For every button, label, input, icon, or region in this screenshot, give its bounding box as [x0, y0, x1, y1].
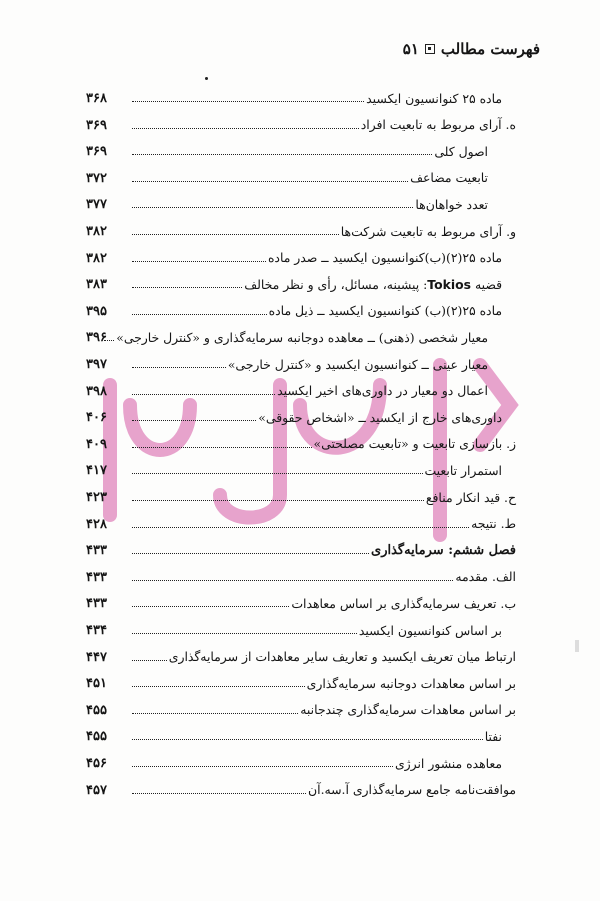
toc-entry[interactable] [86, 693, 516, 717]
toc-entry-title: تابعیت مضاعف [410, 170, 488, 186]
toc-entry-title: ح. قید انکار منافع [425, 489, 516, 505]
toc-entry-page-number: ۳۶۹ [86, 144, 107, 160]
toc-entry-title: ه. آرای مربوط به تابعیت افراد [360, 117, 516, 133]
toc-entry[interactable] [86, 533, 516, 557]
toc-entry[interactable] [86, 108, 516, 132]
dot-leader [132, 154, 432, 155]
toc-entry[interactable] [86, 613, 516, 637]
dot-leader [132, 367, 226, 368]
toc-entry[interactable] [86, 666, 516, 690]
toc-entry-title: فصل ششم: سرمایه‌گذاری [371, 543, 516, 559]
toc-entry-page-number: ۳۹۶ [86, 330, 107, 346]
dot-leader [132, 234, 339, 235]
dot-leader [132, 207, 413, 208]
dot-leader [132, 473, 423, 474]
toc-entry-title: موافقت‌نامه جامع سرمایه‌گذاری آ.سه.آن [308, 782, 516, 798]
toc-entry-page-number: ۴۵۵ [86, 702, 107, 718]
toc-entry-page-number: ۴۲۸ [86, 516, 107, 532]
toc-entry[interactable] [86, 427, 516, 451]
toc-entry-title: اعمال دو معیار در داوری‌های اخیر ایکسید [277, 383, 488, 399]
toc-entry-title: نفتا [484, 728, 502, 744]
toc-entry-page-number: ۴۳۳ [86, 569, 107, 585]
toc-entry[interactable] [86, 187, 516, 211]
toc-entry-page-number: ۴۵۵ [86, 729, 107, 745]
toc-entry-page-number: ۳۸۲ [86, 224, 107, 239]
dot-leader [132, 447, 312, 448]
toc-entry-title: ز. بازسازی تابعیت و «تابعیت مصلحتی» [313, 436, 516, 452]
toc-entry-page-number: ۳۸۲ [86, 250, 107, 266]
dot-leader [132, 314, 267, 315]
toc-entry-title: ماده ۲۵ کنوانسیون ایکسید [366, 90, 502, 106]
dot-leader [132, 527, 469, 528]
toc-entry-title: معیار عینی ــ کنوانسیون ایکسید و «کنترل خارجی» [227, 356, 488, 372]
toc-entry-title-part: : پیشینه، مسائل، رأی و نظر مخالف [244, 276, 428, 292]
dot-leader [132, 793, 306, 794]
toc-entry-title: اصول کلی [434, 143, 488, 159]
toc-entry-title: بر اساس معاهدات دوجانبه سرمایه‌گذاری [306, 675, 516, 691]
dot-leader [132, 181, 408, 182]
toc-entry[interactable] [86, 719, 516, 743]
toc-entry[interactable] [86, 161, 516, 185]
toc-entry-title: ماده ۲۵(۲)(ب) کنوانسیون ایکسید ــ ذیل ماده [268, 303, 502, 319]
toc-entry-title: ماده ۲۵(۲)(ب)کنوانسیون ایکسید ــ صدر ماده [267, 250, 502, 266]
dot-leader [132, 660, 167, 661]
toc-entry[interactable] [86, 640, 516, 664]
toc-entry-page-number: ۴۵۶ [86, 756, 107, 771]
toc-entry-page-number: ۴۰۶ [86, 410, 107, 426]
toc-entry[interactable] [86, 400, 516, 424]
toc-entry[interactable] [86, 374, 516, 398]
toc-entry[interactable] [86, 746, 516, 770]
toc-entry-page-number: ۳۶۸ [86, 91, 107, 106]
toc-entry[interactable] [86, 294, 516, 318]
toc-entry-page-number: ۴۳۳ [86, 543, 107, 559]
dot-leader [132, 633, 357, 634]
toc-entry-page-number: ۳۹۷ [86, 357, 107, 372]
toc-entry[interactable] [86, 347, 516, 371]
page-header [60, 40, 540, 58]
toc-entry-title: ب. تعریف سرمایه‌گذاری بر اساس معاهدات [291, 595, 516, 611]
toc-entry[interactable] [86, 81, 516, 105]
toc-entry-title: ط. نتیجه [471, 516, 516, 532]
toc-entry-title: معاهده منشور انرژی [394, 755, 502, 771]
toc-entry-title: الف. مقدمه [455, 569, 516, 585]
toc-entry-title: بر اساس معاهدات سرمایه‌گذاری چندجانبه [300, 702, 516, 718]
dot-leader [132, 261, 266, 262]
toc-entry[interactable] [86, 480, 516, 504]
toc-entry-page-number: ۳۷۷ [86, 197, 107, 213]
toc-entry-page-number: ۴۵۷ [86, 782, 107, 798]
toc-entry[interactable] [86, 267, 516, 291]
toc-entry-title: معیار شخصی (ذهنی) ــ معاهده دوجانبه سرمایه‌گذاری و «کنترل خارجی» [116, 329, 488, 345]
toc-entry-page-number: ۳۷۲ [86, 170, 107, 186]
toc-entry[interactable] [86, 586, 516, 610]
dot-leader [132, 580, 453, 581]
dot-leader [132, 553, 369, 554]
toc-entry[interactable] [86, 241, 516, 265]
dot-leader [132, 394, 275, 395]
toc-entry-title-part: قضیه [471, 276, 502, 292]
toc-entry[interactable] [86, 773, 516, 797]
toc-entry[interactable] [86, 560, 516, 584]
toc-entry-title: استمرار تابعیت [424, 462, 502, 478]
toc-entry[interactable] [86, 134, 516, 158]
toc-entry-page-number: ۴۱۷ [86, 463, 107, 479]
page-edge-mark [575, 640, 579, 652]
toc-entry-page-number: ۴۳۳ [86, 596, 107, 612]
toc-entry-page-number: ۳۶۹ [86, 117, 107, 133]
toc-entry-title: تعدد خواهان‌ها [415, 196, 488, 212]
ink-dot [205, 77, 208, 80]
dot-leader [132, 128, 359, 129]
dot-leader [132, 101, 364, 102]
dot-leader [132, 739, 483, 740]
dot-leader [132, 420, 256, 421]
toc-entry[interactable] [86, 214, 516, 238]
toc-entry-title: ارتباط میان تعریف ایکسید و تعاریف سایر معاهدات از سرمایه‌گذاری [168, 649, 516, 665]
toc-entry-page-number: ۴۵۱ [86, 676, 107, 692]
toc-entry-page-number: ۴۰۹ [86, 436, 107, 452]
toc-entry-page-number: ۳۹۵ [86, 303, 107, 319]
dot-leader [132, 686, 305, 687]
toc-entry[interactable] [86, 507, 516, 531]
dot-leader [132, 713, 298, 714]
toc-entry-page-number: ۳۸۳ [86, 277, 107, 293]
header-title: فهرست مطالب [440, 40, 540, 58]
toc-entry-title [244, 276, 502, 292]
dot-leader [132, 606, 289, 607]
toc-entry-page-number: ۴۳۴ [86, 623, 107, 638]
toc-entry-page-number: ۳۹۸ [86, 383, 107, 399]
dot-leader [132, 287, 242, 288]
toc-entry[interactable] [86, 320, 516, 344]
toc-entry-page-number: ۴۴۷ [86, 649, 107, 665]
toc-entry-page-number: ۴۲۳ [86, 490, 107, 505]
toc-entry-title: بر اساس کنوانسیون ایکسید [358, 622, 502, 638]
toc-entry[interactable] [86, 453, 516, 477]
toc-entry-title: داوری‌های خارج از ایکسید ــ «اشخاص حقوقی» [258, 409, 502, 425]
header-page-number: ۵۱ [402, 40, 419, 58]
toc-entry-title: و. آرای مربوط به تابعیت شرکت‌ها [340, 223, 516, 239]
dot-leader [132, 766, 393, 767]
toc-entry-case-name: Tokios [427, 276, 471, 292]
dot-leader [132, 500, 424, 501]
square-bullet-icon [425, 44, 435, 54]
